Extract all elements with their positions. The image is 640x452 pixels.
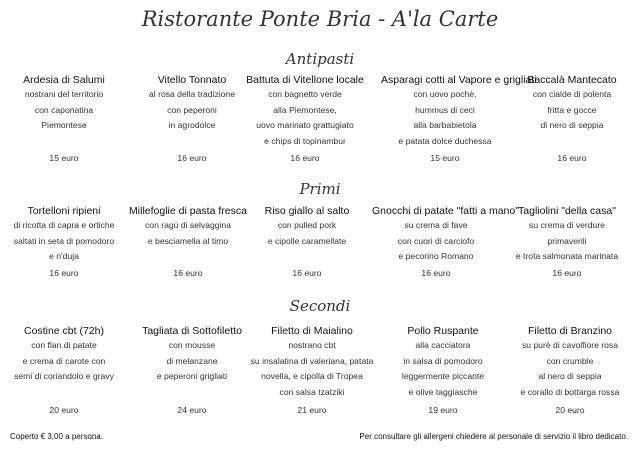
dish-description-line: fritta e gocce: [547, 104, 597, 115]
dish-description-line: Piemontese: [41, 120, 87, 130]
dish-price: 16 euro: [173, 268, 203, 278]
dish-name: Battuta di Vitellone locale: [246, 74, 364, 86]
dish-description-line: e pecorino Romano: [398, 251, 474, 261]
dish-price: 16 euro: [49, 268, 79, 278]
dish-name: Baccalà Mantecato: [527, 74, 617, 86]
dish-price: 19 euro: [428, 405, 458, 415]
dish-description-line: su purè di cavolfiore rosa: [521, 340, 618, 350]
dish-description-line: novella, e cipolla di Tropea: [261, 371, 363, 381]
dish-price: 21 euro: [297, 405, 327, 415]
dish-price: 16 euro: [552, 268, 582, 278]
dish-price: 16 euro: [421, 268, 451, 278]
dish-name: Filetto di Maialino: [271, 325, 353, 337]
dish-name: Vitello Tonnato: [157, 74, 227, 86]
dish-item: [0, 324, 128, 385]
dish-name: Asparagi cotti al Vapore e grigliati: [381, 74, 537, 86]
dish-item: [379, 324, 507, 400]
dish-description-line: e trota salmonata marinata: [515, 251, 619, 261]
dish-description-line: su crema di fave: [404, 220, 468, 230]
dish-description-line: primaverili: [547, 235, 587, 246]
cover-charge-note: Coperto € 3,00 a persona.: [10, 432, 103, 441]
dish-description-line: con caponatina: [34, 104, 94, 115]
section-title-secondi: Secondi: [289, 297, 351, 315]
dish-name: Riso giallo al salto: [264, 205, 350, 217]
dish-item: [128, 73, 256, 134]
dish-description-line: con mousse: [168, 340, 216, 350]
dish-name: Filetto di Branzino: [527, 325, 613, 337]
dish-description-line: con uovo pochè,: [413, 89, 477, 99]
dish-description-line: e olive taggiasche: [408, 386, 478, 397]
section-title-primi: Primi: [299, 180, 341, 198]
dish-description-line: con peperoni: [167, 104, 217, 115]
dish-item: [508, 73, 636, 134]
dish-price: 20 euro: [49, 405, 79, 415]
dish-description-line: di melanzane: [166, 355, 218, 366]
dish-description-line: e peperoni grigliati: [156, 371, 228, 381]
dish-description-line: con ragù di selvaggina: [145, 220, 231, 230]
dish-description-line: e n'duja: [49, 251, 79, 261]
dish-item: [372, 204, 519, 265]
dish-description-line: con cuori di carciofo: [397, 235, 475, 246]
dish-name: Tagliolini "della casa": [518, 205, 616, 217]
dish-item: [0, 204, 128, 265]
dish-name: Ardesia di Salumi: [23, 74, 105, 86]
dish-description-line: al nero di seppia: [538, 371, 602, 381]
dish-description-line: e patata dolce duchessa: [398, 135, 492, 146]
dish-price: 20 euro: [555, 405, 585, 415]
dish-item: [381, 73, 537, 149]
dish-item: [241, 73, 369, 149]
dish-description-line: di nero di seppia: [540, 120, 604, 130]
dish-name: Pollo Ruspante: [407, 325, 479, 337]
dish-description-line: con crumble: [546, 355, 594, 366]
dish-description-line: e cipolle caramellate: [267, 235, 347, 246]
dish-description-line: di ricotta di capra e ortiche: [13, 220, 115, 230]
dish-description-line: con flan di patate: [31, 340, 97, 350]
section-title-antipasti: Antipasti: [285, 50, 355, 68]
dish-description-line: su crema di verdure: [529, 220, 605, 230]
dish-description-line: in salsa di pomodoro: [403, 355, 483, 366]
dish-description-line: con pulled pork: [277, 220, 337, 230]
dish-description-line: al rosa della tradizione: [149, 89, 235, 99]
dish-name: Tortelloni ripieni: [27, 205, 101, 217]
dish-item: [124, 204, 252, 249]
dish-name: Tagliata di Sottofiletto: [142, 325, 242, 337]
dish-description-line: con cialde di polenta: [532, 89, 612, 99]
dish-description-line: uovo marinato grattugiato: [256, 120, 354, 130]
dish-description-line: alla Piemontese,: [273, 104, 337, 115]
dish-description-line: con bagnetto verde: [268, 89, 342, 99]
dish-item: [0, 73, 128, 134]
dish-item: [503, 204, 631, 265]
dish-price: 16 euro: [292, 268, 322, 278]
dish-description-line: leggermente piccante: [401, 371, 485, 381]
dish-price: 15 euro: [49, 153, 79, 163]
dish-description-line: e besciamella al timo: [147, 235, 229, 246]
dish-item: [248, 324, 376, 400]
dish-price: 16 euro: [177, 153, 207, 163]
dish-price: 15 euro: [430, 153, 460, 163]
dish-name: Gnocchi di patate "fatti a mano": [372, 205, 519, 217]
dish-description-line: alla cacciatora: [415, 340, 471, 350]
dish-name: Millefoglie di pasta fresca: [129, 205, 247, 217]
dish-item: [506, 324, 634, 400]
dish-description-line: in agrodolce: [168, 120, 216, 130]
dish-description-line: e chips di topinambur: [264, 135, 346, 146]
dish-description-line: hummus di ceci: [415, 104, 475, 115]
dish-item: [243, 204, 371, 249]
dish-name: Costine cbt (72h): [24, 325, 104, 337]
dish-description-line: con salsa tzatziki: [279, 386, 345, 397]
allergen-note: Per consultare gli allergeni chiedere al personale di servizio il libro dedicato.: [359, 432, 628, 441]
dish-description-line: e crema di carote con: [22, 355, 106, 366]
dish-description-line: saltati in seta di pomodoro: [13, 235, 115, 246]
dish-price: 24 euro: [177, 405, 207, 415]
dish-price: 16 euro: [557, 153, 587, 163]
dish-description-line: alla barbabietola: [413, 120, 477, 130]
dish-description-line: nostrani del territorio: [24, 89, 104, 99]
dish-description-line: semi di coriandolo e gravy: [14, 371, 114, 381]
dish-price: 16 euro: [290, 153, 320, 163]
menu-title: Ristorante Ponte Bria - A'la Carte: [141, 7, 499, 31]
dish-description-line: su insalatina di valeriana, patata: [250, 355, 374, 366]
dish-description-line: e corallo di bottarga rossa: [520, 386, 620, 397]
dish-description-line: nostrano cbt: [288, 340, 336, 350]
dish-item: [128, 324, 256, 385]
